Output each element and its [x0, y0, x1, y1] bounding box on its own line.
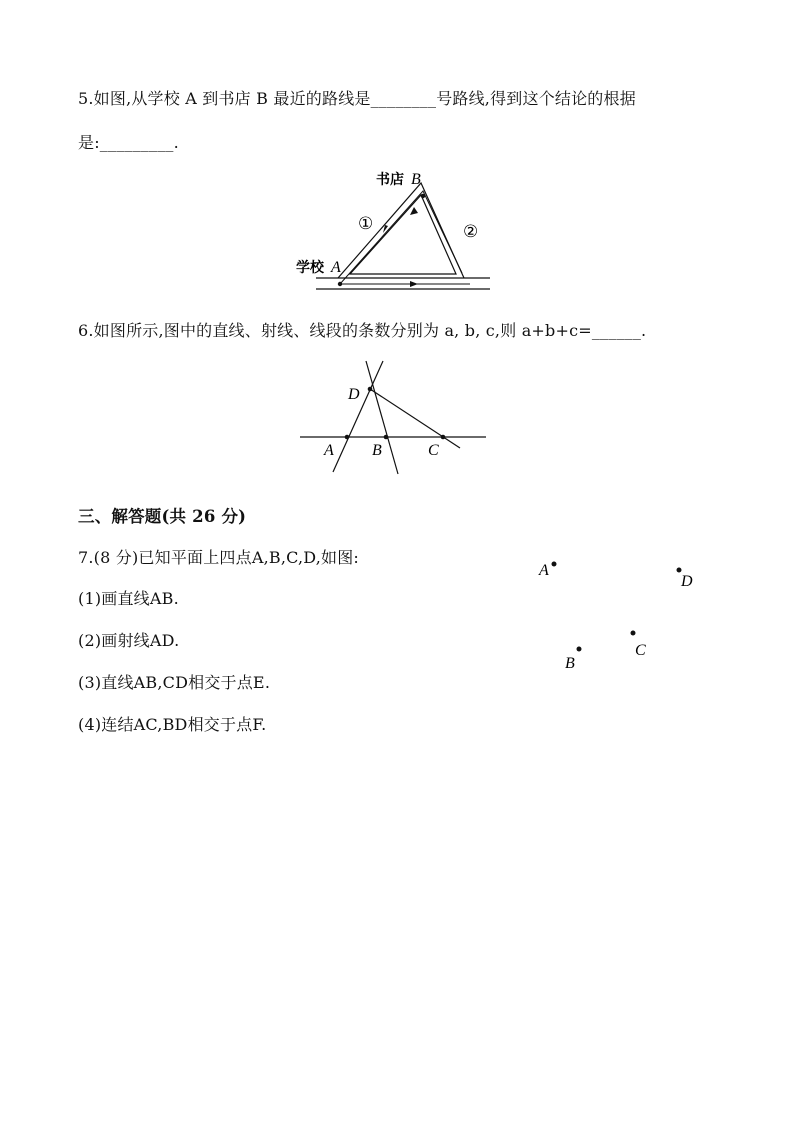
label-store: 书店 [376, 172, 404, 188]
label-school: 学校 [296, 260, 324, 276]
q7-label-a: A [539, 562, 549, 579]
q6-label-d: D [348, 386, 360, 403]
q5-route-figure [290, 165, 500, 295]
q7-item-4: (4)连结AC,BD相交于点F. [78, 715, 267, 734]
route-1-label: ① [358, 214, 374, 233]
q7-item-3: (3)直线AB,CD相交于点E. [78, 673, 271, 692]
q6-label-c: C [428, 442, 439, 459]
section-title: 三、解答题(共 26 分) [78, 507, 247, 526]
q6-lines-figure [290, 355, 500, 480]
q7-item-2: (2)画射线AD. [78, 631, 180, 650]
q7-points-figure [530, 550, 710, 680]
q7-label-c: C [635, 642, 646, 659]
q7-item-1: (1)画直线AB. [78, 589, 179, 608]
route-2-label: ② [463, 222, 479, 241]
q5-text-line1: 5.如图,从学校 A 到书店 B 最近的路线是________号路线,得到这个结论的根据 [78, 89, 636, 108]
label-store-point: B [411, 171, 421, 188]
q7-intro: 7.(8 分)已知平面上四点A,B,C,D,如图: [78, 548, 359, 567]
q6-text: 6.如图所示,图中的直线、射线、线段的条数分别为 a, b, c,则 a+b+c=______. [78, 321, 647, 340]
q7-label-b: B [565, 655, 575, 672]
q6-label-a: A [324, 442, 334, 459]
q6-label-b: B [372, 442, 382, 459]
q5-text-line2: 是:_________. [78, 133, 179, 152]
label-school-point: A [331, 259, 341, 276]
q7-label-d: D [681, 573, 693, 590]
